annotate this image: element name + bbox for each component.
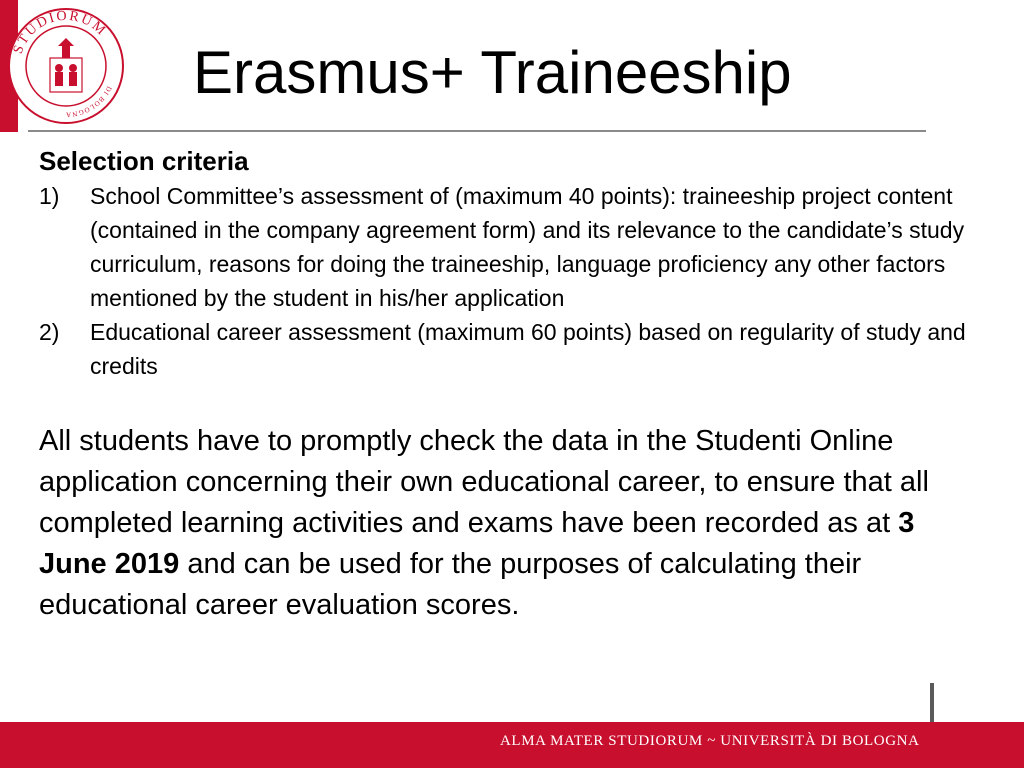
notice-date: 3 June 2019 <box>39 507 915 580</box>
svg-text:STUDIORUM: STUDIORUM <box>10 8 110 56</box>
criteria-text: Educational career assessment (maximum 60 points) based on regularity of study and credits <box>90 319 966 379</box>
criteria-item <box>39 179 979 315</box>
criteria-number: 1) <box>39 183 60 209</box>
slide-title: Erasmus+ Traineeship <box>193 39 792 106</box>
criteria-number: 2) <box>39 319 60 345</box>
svg-text:DI BOLOGNA: DI BOLOGNA <box>64 84 114 119</box>
footer-bar <box>0 722 1024 768</box>
section-heading: Selection criteria <box>39 146 249 176</box>
criteria-text: School Committee’s assessment of (maximum 40 points): traineeship project content (contained in the company agreement form) and its relevance to the candidate’s study curriculum, reasons for doing the traineeship, language proficiency any other factors mentioned by the student in his/her application <box>90 183 965 311</box>
criteria-item <box>39 315 979 383</box>
criteria-list <box>39 179 979 383</box>
title-divider <box>28 130 926 132</box>
slide-content <box>39 145 979 626</box>
notice-text-after: and can be used for the purposes of calculating their educational career evaluation scores. <box>39 548 862 621</box>
notice-paragraph <box>39 421 979 626</box>
footer-text: ALMA MATER STUDIORUM ~ UNIVERSITÀ DI BOLOGNA <box>500 733 920 749</box>
university-seal-logo <box>6 6 126 126</box>
notice-text-before: All students have to promptly check the data in the Studenti Online application concerning their own educational career, to ensure that all completed learning activities and exams have been recorded as at <box>39 425 929 539</box>
